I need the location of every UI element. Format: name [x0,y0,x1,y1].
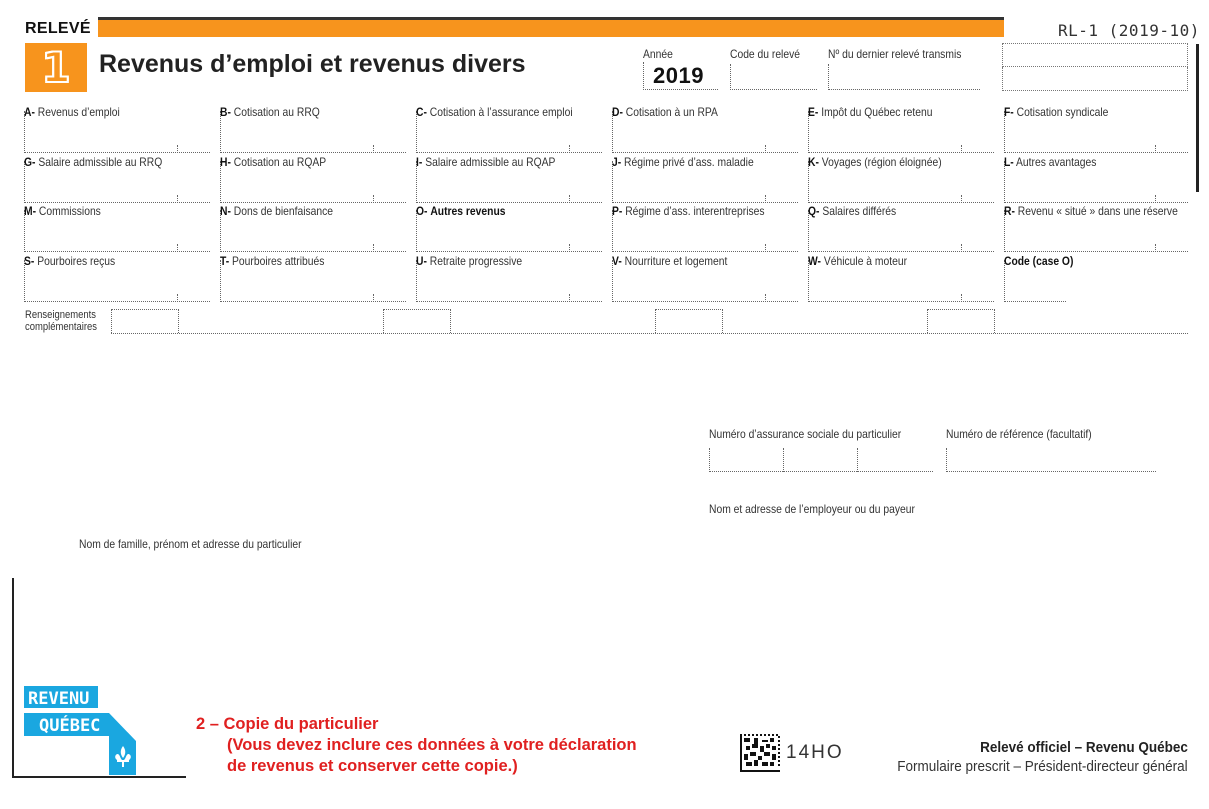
code-releve-field[interactable] [730,64,817,90]
box-label: Salaires différés [822,204,897,218]
decimal-mark [177,244,178,250]
box-letter: N- [220,204,231,218]
decimal-mark [569,244,570,250]
sin-field[interactable] [709,448,933,472]
address-window-bottom-edge [12,776,186,778]
renseignements-label [25,309,97,333]
box-g[interactable] [24,155,210,203]
box-o[interactable] [416,204,602,252]
renseignements-label-line2: complémentaires [25,321,98,333]
box-t[interactable] [220,254,406,302]
decimal-mark [177,145,178,151]
decimal-mark [373,294,374,300]
box-label: Voyages (région éloignée) [821,155,942,169]
releve-word: RELEVÉ [25,20,91,37]
header-extra-field-1[interactable] [1002,43,1188,67]
datamatrix-barcode-icon [740,734,780,772]
official-line1: Relevé officiel – Revenu Québec [980,739,1188,756]
box-letter: Q- [808,204,820,218]
box-p[interactable] [612,204,798,252]
box-letter: B- [220,105,231,119]
box-label: Pourboires reçus [37,254,116,268]
box-e[interactable] [808,105,994,153]
box-label: Salaire admissible au RQAP [425,155,556,169]
form-number-badge [25,43,87,92]
decimal-mark [569,195,570,201]
box-label: Salaire admissible au RRQ [38,155,163,169]
renseignements-code-1[interactable] [111,309,179,333]
box-letter: U- [416,254,427,268]
decimal-mark [569,294,570,300]
box-b[interactable] [220,105,406,153]
box-u[interactable] [416,254,602,302]
renseignements-label-line1: Renseignements [25,309,97,321]
decimal-mark [373,145,374,151]
box-label: Commissions [38,204,101,218]
box-r[interactable] [1004,204,1188,252]
sin-label: Numéro d’assurance sociale du particulier [709,427,902,441]
box-letter: C- [416,105,427,119]
form-number: 1 [41,42,71,92]
box-label: Cotisation au RRQ [233,105,320,119]
box-label: Cotisation à l’assurance emploi [429,105,573,119]
box-letter: O- [416,204,428,218]
renseignements-code-4[interactable] [927,309,995,333]
box-letter: G- [24,155,36,169]
decimal-mark [961,195,962,201]
logo-text-line2: QUÉBEC [39,716,101,736]
renseignements-code-2[interactable] [383,309,451,333]
decimal-mark [765,244,766,250]
box-label: Autres avantages [1016,155,1097,169]
box-letter: E- [808,105,819,119]
box-letter: D- [612,105,623,119]
box-label: Cotisation à un RPA [625,105,718,119]
box-label: Régime d’ass. interentreprises [625,204,765,218]
box-letter: V- [612,254,622,268]
decimal-mark [569,145,570,151]
decimal-mark [373,195,374,201]
annee-label: Année [643,47,673,61]
box-q[interactable] [808,204,994,252]
header-orange-bar [98,17,1004,37]
box-label: Revenus d’emploi [37,105,120,119]
decimal-mark [765,195,766,201]
box-letter: R- [1004,204,1015,218]
box-letter: W- [808,254,821,268]
box-a[interactable] [24,105,210,153]
box-h[interactable] [220,155,406,203]
box-label: Véhicule à moteur [823,254,908,268]
decimal-mark [177,294,178,300]
box-letter: A- [24,105,35,119]
box-d[interactable] [612,105,798,153]
revenu-quebec-logo [24,686,136,775]
form-code: RL-1 (2019-10) [1058,21,1200,40]
box-letter: P- [612,204,623,218]
decimal-mark [961,244,962,250]
box-label: Impôt du Québec retenu [821,105,933,119]
copy-notice-line2: (Vous devez inclure ces données à votre déclaration [227,736,637,754]
decimal-mark [765,145,766,151]
annee-value: 2019 [653,63,704,88]
ref-field[interactable] [946,448,1156,472]
decimal-mark [373,244,374,250]
box-label: Dons de bienfaisance [233,204,334,218]
box-label: Cotisation au RQAP [233,155,327,169]
decimal-mark [1155,145,1156,151]
box-letter: M- [24,204,37,218]
header-extra-field-2[interactable] [1002,67,1188,91]
person-label: Nom de famille, prénom et adresse du particulier [79,537,302,551]
box-c[interactable] [416,105,602,153]
box-v[interactable] [612,254,798,302]
box-letter: J- [612,155,622,169]
ref-label: Numéro de référence (facultatif) [946,427,1092,441]
sin-separator [857,448,858,472]
official-line2: Formulaire prescrit – Président-directeur général [897,758,1188,775]
box-label: Cotisation syndicale [1016,105,1109,119]
renseignements-code-3[interactable] [655,309,723,333]
dernier-releve-field[interactable] [828,64,980,90]
box-label: Revenu « situé » dans une réserve [1017,204,1178,218]
employer-label: Nom et adresse de l’employeur ou du payeur [709,502,915,516]
box-n[interactable] [220,204,406,252]
box-label: Nourriture et logement [624,254,728,268]
box-label: Régime privé d’ass. maladie [624,155,754,169]
box-w[interactable] [808,254,994,302]
renseignements-line [111,333,1188,334]
box-label: Autres revenus [430,204,506,218]
right-edge-rule [1196,44,1199,192]
decimal-mark [1155,195,1156,201]
sin-separator [783,448,784,472]
box-m[interactable] [24,204,210,252]
copy-notice-line3: de revenus et conserver cette copie.) [227,757,518,775]
document-code: 14HO [786,742,844,763]
decimal-mark [961,294,962,300]
address-window-left-edge [12,578,14,778]
dernier-releve-label: Nº du dernier relevé transmis [828,47,962,61]
decimal-mark [961,145,962,151]
box-label: Retraite progressive [429,254,523,268]
box-letter: H- [220,155,231,169]
box-l[interactable] [1004,155,1188,203]
box-letter: L- [1004,155,1014,169]
copy-notice-line1: 2 – Copie du particulier [196,715,379,733]
box-label: Code (case O) [1004,254,1074,268]
box-letter: S- [24,254,35,268]
box-letter: I- [416,155,423,169]
form-title: Revenus d’emploi et revenus divers [99,50,526,78]
box-k[interactable] [808,155,994,203]
copy-notice [196,714,637,777]
box-f[interactable] [1004,105,1188,153]
box-j[interactable] [612,155,798,203]
box-code-case-o[interactable] [1004,254,1074,302]
code-releve-label: Code du relevé [730,47,800,61]
box-letter: F- [1004,105,1014,119]
decimal-mark [1155,244,1156,250]
logo-text-line1: REVENU [28,689,90,709]
box-s[interactable] [24,254,210,302]
box-i[interactable] [416,155,602,203]
box-label: Pourboires attribués [232,254,325,268]
decimal-mark [765,294,766,300]
decimal-mark [177,195,178,201]
box-letter: T- [220,254,230,268]
box-letter: K- [808,155,819,169]
